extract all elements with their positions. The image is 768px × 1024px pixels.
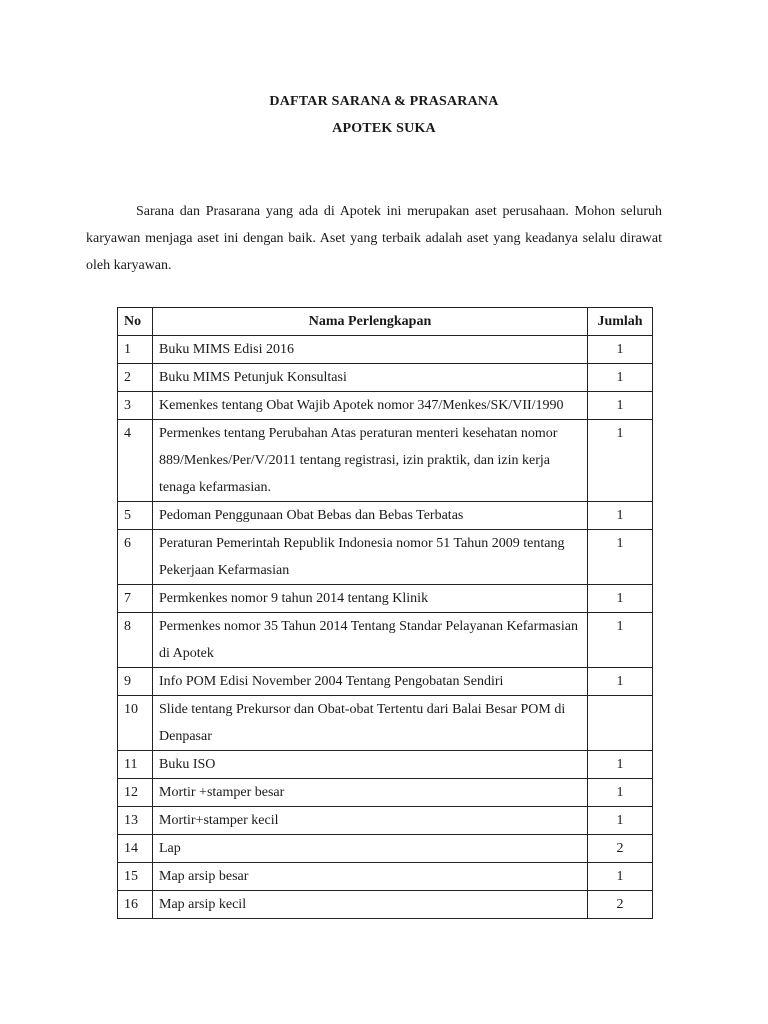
table-row bbox=[118, 751, 653, 779]
row-number-cell: 1 bbox=[118, 336, 153, 364]
table-header-row bbox=[118, 308, 653, 336]
header-name: Nama Perlengkapan bbox=[153, 308, 588, 336]
item-qty-cell: 1 bbox=[588, 530, 653, 585]
item-name-cell: Map arsip kecil bbox=[153, 891, 588, 919]
item-qty-cell: 1 bbox=[588, 364, 653, 392]
equipment-table bbox=[117, 307, 653, 919]
row-number-cell: 16 bbox=[118, 891, 153, 919]
row-number-cell: 3 bbox=[118, 392, 153, 420]
row-number-cell: 7 bbox=[118, 585, 153, 613]
row-number-cell: 8 bbox=[118, 613, 153, 668]
table-row bbox=[118, 807, 653, 835]
item-name-cell: Buku ISO bbox=[153, 751, 588, 779]
document-title: DAFTAR SARANA & PRASARANA bbox=[269, 94, 499, 109]
item-qty-cell: 1 bbox=[588, 420, 653, 502]
item-qty-cell bbox=[588, 696, 653, 751]
item-name-cell: Permenkes tentang Perubahan Atas peraturan menteri kesehatan nomor 889/Menkes/Per/V/2011 tentang registrasi, izin praktik, dan izin kerja tenaga kefarmasian. bbox=[153, 420, 588, 502]
document-subtitle: APOTEK SUKA bbox=[332, 121, 436, 136]
row-number-cell: 4 bbox=[118, 420, 153, 502]
item-qty-cell: 1 bbox=[588, 807, 653, 835]
table-row bbox=[118, 502, 653, 530]
table-row bbox=[118, 696, 653, 751]
table-row bbox=[118, 336, 653, 364]
table-row bbox=[118, 420, 653, 502]
item-name-cell: Buku MIMS Petunjuk Konsultasi bbox=[153, 364, 588, 392]
table-row bbox=[118, 835, 653, 863]
header-qty: Jumlah bbox=[588, 308, 653, 336]
table-row bbox=[118, 668, 653, 696]
item-name-cell: Peraturan Pemerintah Republik Indonesia nomor 51 Tahun 2009 tentang Pekerjaan Kefarmasian bbox=[153, 530, 588, 585]
row-number-cell: 5 bbox=[118, 502, 153, 530]
row-number-cell: 10 bbox=[118, 696, 153, 751]
row-number-cell: 14 bbox=[118, 835, 153, 863]
table-row bbox=[118, 613, 653, 668]
item-qty-cell: 1 bbox=[588, 668, 653, 696]
table-row bbox=[118, 364, 653, 392]
table-row bbox=[118, 779, 653, 807]
item-qty-cell: 2 bbox=[588, 891, 653, 919]
row-number-cell: 15 bbox=[118, 863, 153, 891]
item-name-cell: Kemenkes tentang Obat Wajib Apotek nomor 347/Menkes/SK/VII/1990 bbox=[153, 392, 588, 420]
item-name-cell: Info POM Edisi November 2004 Tentang Pengobatan Sendiri bbox=[153, 668, 588, 696]
item-name-cell: Mortir+stamper kecil bbox=[153, 807, 588, 835]
item-name-cell: Permkenkes nomor 9 tahun 2014 tentang Klinik bbox=[153, 585, 588, 613]
intro-paragraph: Sarana dan Prasarana yang ada di Apotek ini merupakan aset perusahaan. Mohon seluruh karyawan menjaga aset ini dengan baik. Aset yang terbaik adalah aset yang keadanya selalu dirawat oleh karyawan. bbox=[86, 204, 662, 273]
item-qty-cell: 1 bbox=[588, 585, 653, 613]
item-qty-cell: 1 bbox=[588, 779, 653, 807]
item-name-cell: Pedoman Penggunaan Obat Bebas dan Bebas Terbatas bbox=[153, 502, 588, 530]
item-qty-cell: 1 bbox=[588, 613, 653, 668]
row-number-cell: 13 bbox=[118, 807, 153, 835]
table-row bbox=[118, 585, 653, 613]
item-qty-cell: 1 bbox=[588, 336, 653, 364]
row-number-cell: 6 bbox=[118, 530, 153, 585]
table-row bbox=[118, 530, 653, 585]
item-name-cell: Permenkes nomor 35 Tahun 2014 Tentang Standar Pelayanan Kefarmasian di Apotek bbox=[153, 613, 588, 668]
row-number-cell: 12 bbox=[118, 779, 153, 807]
table-body bbox=[118, 336, 653, 919]
table-row bbox=[118, 891, 653, 919]
table-row bbox=[118, 392, 653, 420]
item-name-cell: Buku MIMS Edisi 2016 bbox=[153, 336, 588, 364]
item-qty-cell: 1 bbox=[588, 751, 653, 779]
row-number-cell: 11 bbox=[118, 751, 153, 779]
header-no: No bbox=[118, 308, 153, 336]
item-name-cell: Map arsip besar bbox=[153, 863, 588, 891]
item-name-cell: Slide tentang Prekursor dan Obat-obat Tertentu dari Balai Besar POM di Denpasar bbox=[153, 696, 588, 751]
row-number-cell: 9 bbox=[118, 668, 153, 696]
table-row bbox=[118, 863, 653, 891]
row-number-cell: 2 bbox=[118, 364, 153, 392]
item-qty-cell: 2 bbox=[588, 835, 653, 863]
item-qty-cell: 1 bbox=[588, 863, 653, 891]
item-name-cell: Lap bbox=[153, 835, 588, 863]
item-qty-cell: 1 bbox=[588, 392, 653, 420]
item-qty-cell: 1 bbox=[588, 502, 653, 530]
item-name-cell: Mortir +stamper besar bbox=[153, 779, 588, 807]
